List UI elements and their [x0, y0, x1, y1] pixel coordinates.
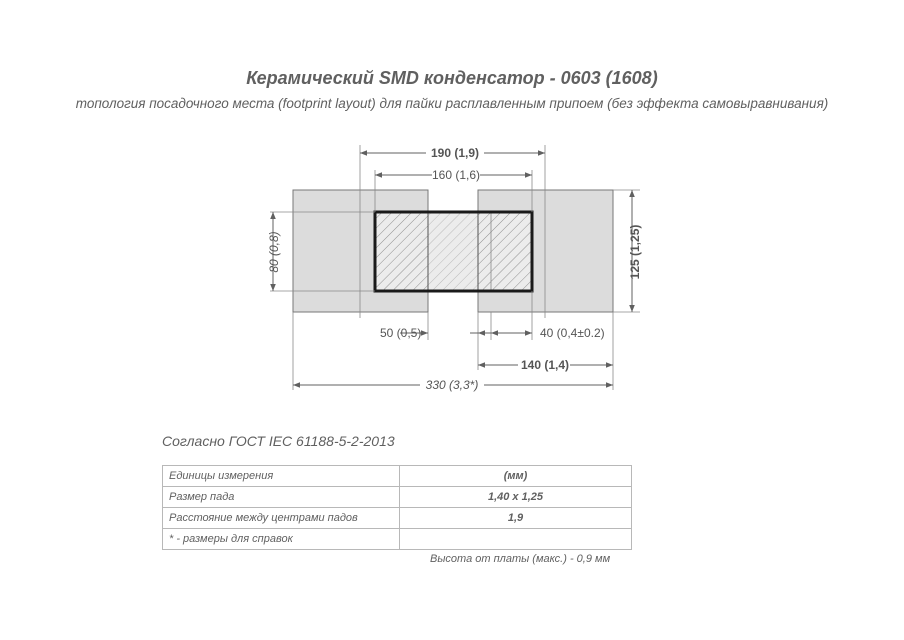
- dim-pad-center-distance: 190 (1,9): [430, 146, 480, 160]
- left-terminal-hatch: [375, 212, 428, 291]
- dim-terminal-length: 40 (0,4±0.2): [540, 326, 605, 340]
- table-cell-label: * - размеры для справок: [163, 529, 400, 550]
- page-subtitle: топология посадочного места (footprint layout) для пайки расплавленным припоем (без эффекта самовыравнивания): [75, 96, 829, 111]
- table-cell-value: 1,40 x 1,25: [400, 487, 632, 508]
- table-row: [163, 529, 632, 550]
- table-row: [163, 487, 632, 508]
- spec-table: [162, 465, 632, 550]
- table-cell-label: Размер пада: [163, 487, 400, 508]
- right-terminal-hatch: [478, 212, 532, 291]
- dim-pad-gap: 50 (0,5): [380, 326, 422, 340]
- dim-pad-width: 140 (1,4): [520, 358, 570, 372]
- table-row: [163, 466, 632, 487]
- table-cell-label: Единицы измерения: [163, 466, 400, 487]
- table-cell-value: (мм): [400, 466, 632, 487]
- page-title: Керамический SMD конденсатор - 0603 (1608): [246, 68, 658, 88]
- dim-component-width: 80 (0,8): [267, 231, 281, 273]
- table-cell-value: 1,9: [400, 508, 632, 529]
- table-cell-value: [400, 529, 632, 550]
- table-row: [163, 508, 632, 529]
- dim-total-length: 330 (3,3*): [425, 378, 479, 392]
- standard-reference: Согласно ГОСТ IEC 61188-5-2-2013: [162, 433, 395, 449]
- height-note: Высота от платы (макс.) - 0,9 мм: [430, 553, 611, 565]
- dim-pad-height: 125 (1,25): [628, 224, 642, 280]
- dim-component-length: 160 (1,6): [431, 168, 481, 182]
- table-cell-label: Расстояние между центрами падов: [163, 508, 400, 529]
- center-hatch: [428, 212, 478, 291]
